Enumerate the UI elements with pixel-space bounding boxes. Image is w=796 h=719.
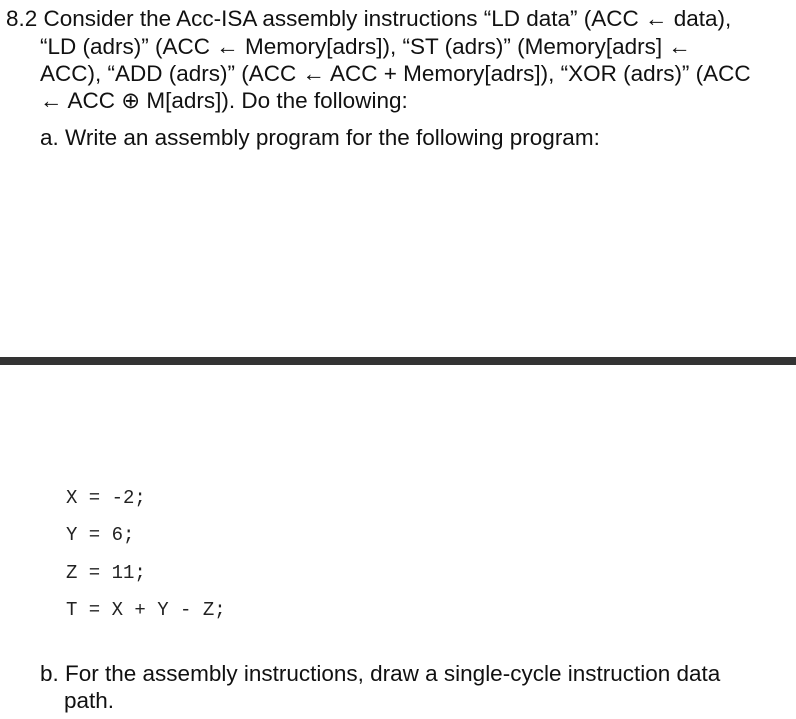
question-line-2: “LD (adrs)” (ACC ← Memory[adrs]), “ST (adrs)” (Memory[adrs] ← — [40, 34, 691, 59]
question-line-4: ← ACC ⊕ M[adrs]). Do the following: — [40, 88, 408, 113]
part-a-prompt: a. Write an assembly program for the following program: — [40, 125, 600, 150]
question-line-1: 8.2 Consider the Acc-ISA assembly instructions “LD data” (ACC ← data), — [6, 6, 732, 31]
question-line-3: ACC), “ADD (adrs)” (ACC ← ACC + Memory[adrs]), “XOR (adrs)” (ACC — [40, 61, 751, 86]
section-divider — [0, 357, 796, 365]
code-line-2: Y = 6; — [66, 524, 135, 546]
code-line-1: X = -2; — [66, 487, 146, 509]
part-b-prompt-line-1: b. For the assembly instructions, draw a single-cycle instruction data — [40, 661, 721, 686]
code-line-3: Z = 11; — [66, 562, 146, 584]
part-b-prompt-line-2: path. — [64, 688, 115, 713]
code-line-4: T = X + Y - Z; — [66, 599, 226, 621]
